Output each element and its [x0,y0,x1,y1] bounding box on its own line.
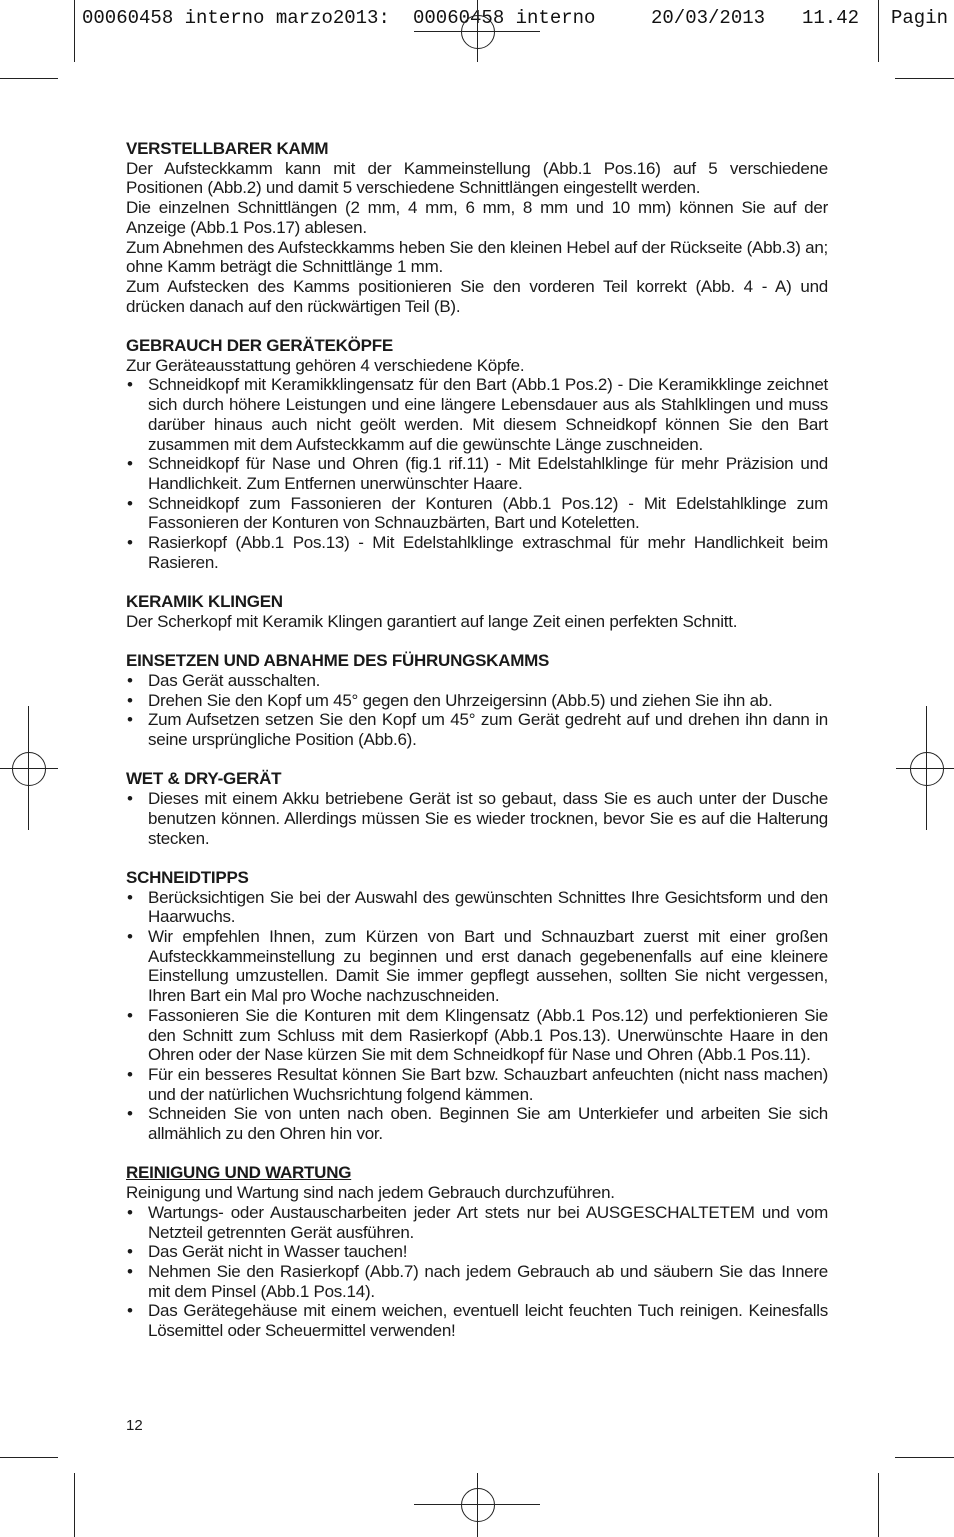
section [126,868,828,1144]
crop-mark-top-right-vertical [878,0,879,62]
list-item: • Das Gerätegehäuse mit einem weichen, eventuell leicht feuchten Tuch reinigen. Keinesfalls Lösemittel oder Scheuermittel verwenden! [126,1301,828,1340]
paragraph: Zur Geräteausstattung gehören 4 verschiedene Köpfe. [126,355,525,375]
registration-mark-top-circle [461,15,495,49]
list-item: • Das Gerät ausschalten. [126,671,828,691]
section-heading: VERSTELLBARER KAMM [126,139,329,158]
crop-mark-top-left-vertical [74,0,75,62]
slug-date: 20/03/2013 [651,7,766,29]
section-heading: KERAMIK KLINGEN [126,592,283,612]
section [126,139,828,316]
section-heading: EINSETZEN UND ABNAHME DES FÜHRUNGSKAMMS [126,651,550,671]
list-item: • Rasierkopf (Abb.1 Pos.13) - Mit Edelstahlklinge extraschmal für mehr Handlichkeit beim Rasieren. [126,533,828,572]
list-item: • Zum Aufsetzen setzen Sie den Kopf um 45° zum Gerät gedreht auf und drehen ihn dann in seine ursprüngliche Position (Abb.6). [126,710,828,749]
bullet-list [126,789,828,848]
section [126,1163,828,1340]
paragraph: Reinigung und Wartung sind nach jedem Gebrauch durchzuführen. [126,1183,615,1203]
section [126,769,828,848]
slug-right: Pagin [891,7,949,29]
slug-time: 11.42 [802,7,860,29]
list-item: • Schneidkopf mit Keramikklingensatz für den Bart (Abb.1 Pos.2) - Die Keramikklinge zeichnet sich durch höhere Leistungen und eine längere Lebensdauer aus als Stahlklingen und muss darüber hinaus auch nicht geölt werden. Mit diesem Schneidkopf können Sie den Bart zusammen mit dem Aufsteckkamm auf die gewünschte Länge zuschneiden. [126,375,828,454]
list-item: • Für ein besseres Resultat können Sie Bart bzw. Schauzbart anfeuchten (nicht nass machen) und der natürlichen Wuchsrichtung folgend kämmen. [126,1065,828,1104]
list-item: • Dieses mit einem Akku betriebene Gerät ist so gebaut, dass Sie es auch unter der Dusche benutzen können. Allerdings müssen Sie es wieder trocknen, bevor Sie es auf die Halterung stecken. [126,789,828,848]
paragraph: Der Scherkopf mit Keramik Klingen garantiert auf lange Zeit einen perfekten Schnitt. [126,611,738,631]
paragraph: Zum Abnehmen des Aufsteckkamms heben Sie den kleinen Hebel auf der Rückseite (Abb.3) an; ohne Kamm beträgt die Schnittlänge 1 mm. [126,237,828,277]
registration-mark-left-circle [12,752,46,786]
manual-text-column [126,139,828,1341]
crop-mark-bottom-left-vertical [74,1473,75,1537]
list-item: • Das Gerät nicht in Wasser tauchen! [126,1242,828,1262]
bullet-list [126,1203,828,1341]
list-item: • Nehmen Sie den Rasierkopf (Abb.7) nach jedem Gebrauch ab und säubern Sie das Innere mit dem Pinsel (Abb.1 Pos.14). [126,1262,828,1301]
list-item: • Schneidkopf für Nase und Ohren (fig.1 rif.11) - Mit Edelstahlklinge für mehr Präzision und Handlichkeit. Zum Entfernen unerwünschter Haare. [126,454,828,493]
list-item: • Fassonieren Sie die Konturen mit dem Klingensatz (Abb.1 Pos.12) und perfektionieren Sie den Schnitt zum Schluss mit dem Rasierkopf (Abb.1 Pos.13). Unerwünschte Haare in den Ohren oder der Nase kürzen Sie mit dem Schneidkopf für Nase und Ohren (Abb.1 Pos.11). [126,1006,828,1065]
page-number: 12 [126,1417,143,1434]
crop-mark-bottom-right-vertical [878,1473,879,1537]
list-item: • Schneiden Sie von unten nach oben. Beginnen Sie am Unterkiefer und arbeiten Sie sich allmählich zu den Ohren hin vor. [126,1104,828,1143]
crop-mark-bottom-right-horizontal [895,1457,954,1458]
bullet-list [126,671,828,750]
bullet-list [126,888,828,1144]
crop-mark-top-right-horizontal [895,78,954,79]
list-item: • Wartungs- oder Austauscharbeiten jeder Art stets nur bei AUSGESCHALTETEM und vom Netzteil getrennten Gerät ausführen. [126,1203,828,1242]
crop-mark-bottom-left-horizontal [0,1457,58,1458]
registration-mark-right-circle [910,752,944,786]
section [126,592,828,631]
paragraph: Die einzelnen Schnittlängen (2 mm, 4 mm, 6 mm, 8 mm und 10 mm) können Sie auf der Anzeige (Abb.1 Pos.17) ablesen. [126,198,828,237]
list-item: • Berücksichtigen Sie bei der Auswahl des gewünschten Schnittes Ihre Gesichtsform und den Haarwuchs. [126,888,828,927]
section-heading: GEBRAUCH DER GERÄTEKÖPFE [126,336,393,356]
paragraph: Der Aufsteckkamm kann mit der Kammeinstellung (Abb.1 Pos.16) auf 5 verschiedene Positionen (Abb.2) und damit 5 verschiedene Schnittlängen eingestellt werden. [126,158,828,198]
list-item: • Wir empfehlen Ihnen, zum Kürzen von Bart und Schnauzbart zuerst mit einer großen Aufsteckkammeinstellung zu beginnen und erst danach gegebenenfalls auf eine kleinere Einstellung umzustellen. Damit Sie immer gepflegt aussehen, sollten Sie nicht vergessen, Ihren Bart ein Mal pro Woche nachzuschneiden. [126,927,828,1006]
section [126,336,828,572]
bullet-list [126,375,828,572]
list-item: • Schneidkopf zum Fassonieren der Konturen (Abb.1 Pos.12) - Mit Edelstahlklinge zum Fassonieren der Konturen von Schnauzbärten, Bart und Koteletten. [126,494,828,533]
crop-mark-top-left-horizontal [0,78,58,79]
section-heading: SCHNEIDTIPPS [126,867,249,887]
section-heading: REINIGUNG UND WARTUNG [126,1163,352,1183]
paragraph: Zum Aufstecken des Kamms positionieren Sie den vorderen Teil korrekt (Abb. 4 - A) und drücken danach auf den rückwärtigen Teil (B). [126,276,828,316]
section-heading: WET & DRY-GERÄT [126,769,282,789]
list-item: • Drehen Sie den Kopf um 45° gegen den Uhrzeigersinn (Abb.5) und ziehen Sie ihn ab. [126,691,828,711]
slug-middle: 00060458 interno [413,7,596,29]
section [126,651,828,750]
slug-left: 00060458 interno marzo2013: [82,7,390,29]
registration-mark-bottom-circle [461,1488,495,1522]
